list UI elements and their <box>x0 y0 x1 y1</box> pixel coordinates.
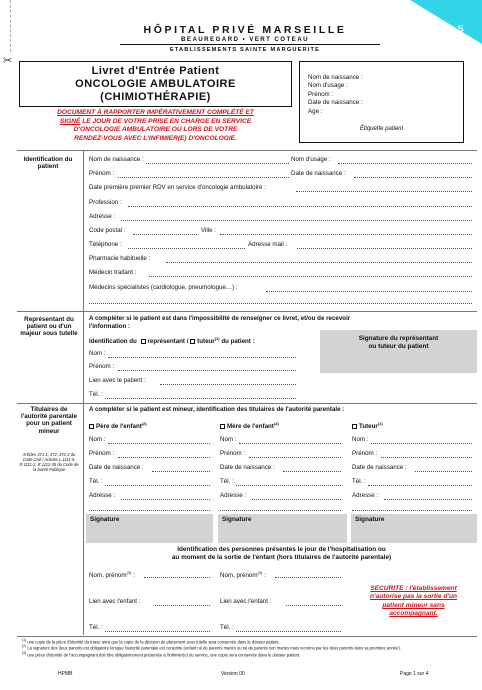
input-pere-date-naissance[interactable] <box>152 471 210 472</box>
mere-footnote-marker: (2) <box>273 421 279 426</box>
input-nom-naissance[interactable] <box>146 163 289 164</box>
input-profession[interactable] <box>128 206 472 207</box>
label-mere-date-naissance: Date de naissance : <box>220 464 275 471</box>
label-pere-tel: Tél. : <box>89 478 103 485</box>
input-tuteur-date-naissance[interactable] <box>415 471 472 472</box>
label-present1-nom-prenom <box>89 571 135 579</box>
warning-line-3: D'ONCOLOGIE AMBULATOIRE OU LORS DE VOTRE <box>73 126 238 134</box>
titulaires-articles-ref: Articles 371-1, 372, 372-2 du Code Civil / Articles L.1111-5, R.1111-2, R.1112-35 du Code de la Santé Publique <box>19 452 79 473</box>
input-tuteur-adresse[interactable] <box>384 499 472 500</box>
label-adresse: Adresse : <box>89 213 116 220</box>
signature-representant-line-1: Signature du représentant <box>358 335 439 342</box>
label-mere-prenom: Prénom : <box>220 450 246 457</box>
input-pere-tel[interactable] <box>105 485 210 486</box>
input-pere-nom[interactable] <box>108 443 210 444</box>
footnotes-divider <box>17 636 477 637</box>
representant-ident-prefix: Identification du <box>89 338 137 346</box>
present2-colon: : <box>262 572 266 580</box>
signature-representant-label <box>320 335 477 352</box>
footnote-3 <box>22 651 474 657</box>
input-adresse-mail[interactable] <box>297 248 472 249</box>
title-line-1: Livret d'Entrée Patient <box>91 65 220 77</box>
footer-left: HPMB <box>58 671 73 677</box>
label-tuteur-adresse: Adresse : <box>352 492 379 499</box>
label-present2-lien: Lien avec l'enfant : <box>220 598 272 605</box>
label-field-prenom: Prénom : <box>308 90 334 98</box>
label-rep-nom: Nom : <box>89 350 106 357</box>
input-mere-adresse-line-2[interactable] <box>220 510 341 511</box>
column-heading-mere <box>220 422 279 430</box>
signature-mere-label: Signature <box>222 516 252 523</box>
signature-representant-line-2: ou tuteur du patient <box>368 343 429 351</box>
presentes-title <box>86 546 477 563</box>
tuteur-option-label: tuteur <box>197 338 215 346</box>
input-present1-lien[interactable] <box>155 605 210 606</box>
warning-notice <box>19 109 292 143</box>
input-date-naissance[interactable] <box>354 177 472 178</box>
input-pharmacie[interactable] <box>166 262 472 263</box>
footnote-1-marker: (1) <box>22 638 27 642</box>
input-pere-adresse-line-2[interactable] <box>89 510 210 511</box>
input-present2-nom-prenom[interactable] <box>275 577 341 578</box>
input-tuteur-tel[interactable] <box>368 485 472 486</box>
titulaire-tuteur-heading-label: Tuteur <box>359 423 378 431</box>
footnote-2-marker: (2) <box>22 644 27 649</box>
hospital-subtitle-sites: BEAUREGARD • VERT COTEAU <box>181 36 309 43</box>
label-pere-nom: Nom : <box>89 436 106 443</box>
representant-identification-line <box>89 337 255 345</box>
page-badge-number: 5 <box>458 24 464 35</box>
input-date-rdv[interactable] <box>296 191 472 192</box>
label-tuteur-date-naissance: Date de naissance : <box>352 464 407 471</box>
present1-nom-prenom-text: Nom, prénom <box>89 572 127 580</box>
section-divider-identification <box>17 150 477 151</box>
representant-intro-line-1: A compléter si le patient est dans l'impossibilité de renseigner ce livret, et/ou de recevoir <box>89 315 351 322</box>
hospital-subtitle-group: ETABLISSEMENTS SAINTE MARGUERITE <box>169 47 321 53</box>
warning-line-1: DOCUMENT À RAPPORTER IMPÉRATIVEMENT COMPLÉTÉ ET <box>57 109 254 116</box>
label-ville: Ville : <box>201 227 217 234</box>
footnote-3-marker: (3) <box>22 650 27 655</box>
label-field-date-naissance: Date de naissance : <box>308 99 363 107</box>
label-nom-naissance: Nom de naissance : <box>89 156 144 163</box>
input-medecins-specialistes[interactable] <box>266 291 472 292</box>
input-code-postal[interactable] <box>133 234 197 235</box>
securite-line-4: accompagnant. <box>389 610 438 618</box>
label-rep-prenom: Prénom : <box>89 363 115 370</box>
label-present2-nom-prenom <box>220 571 266 579</box>
checkbox-pere[interactable] <box>89 424 94 429</box>
column-heading-pere <box>89 422 147 430</box>
label-present1-lien: Lien avec l'enfant : <box>89 598 141 605</box>
warning-line-2 <box>19 118 292 127</box>
label-rep-lien: Lien avec le patient : <box>89 377 146 384</box>
input-rep-lien[interactable] <box>160 384 296 385</box>
label-present2-tel: Tél. : <box>220 624 234 631</box>
label-date-naissance: Date de naissance : <box>291 170 346 177</box>
label-medecins-specialistes: Médecins spécialistes (cardiologue, pneumologue…) : <box>89 284 238 291</box>
header-divider <box>120 44 380 45</box>
input-present1-tel[interactable] <box>105 631 210 632</box>
mere-heading-label: Mère de l'enfant <box>227 423 274 431</box>
input-tuteur-adresse-line-2[interactable] <box>352 510 472 511</box>
input-mere-date-naissance[interactable] <box>283 471 341 472</box>
cut-line <box>10 0 11 52</box>
presentes-title-line-1: Identification des personnes présentes le jour de l'hospitalisation ou <box>177 546 386 553</box>
representant-intro-line-2: l'information : <box>89 323 130 330</box>
label-field-nom-naissance: Nom de naissance : <box>308 74 363 81</box>
patient-label-fields <box>308 74 363 116</box>
footer-center: Version 00 <box>221 671 245 677</box>
column-heading-tuteur <box>352 422 383 430</box>
patient-label-caption: Étiquette patient <box>359 126 404 132</box>
label-tuteur-prenom: Prénom : <box>352 450 378 457</box>
present1-colon: : <box>131 572 135 580</box>
representant-ident-suffix: du patient : <box>219 338 255 346</box>
titulaires-intro: A compléter si le patient est mineur, identification des titulaires de l'autorité parentale : <box>89 406 345 413</box>
label-profession: Profession : <box>89 199 122 206</box>
hospital-name: HÔPITAL PRIVÉ MARSEILLE <box>143 24 347 36</box>
input-rep-prenom[interactable] <box>118 370 296 371</box>
footer-right: Page 1 sur 4 <box>400 671 429 677</box>
checkbox-titulaire-tuteur[interactable] <box>352 424 357 429</box>
footnote-2-text: La signature des deux parents est obligatoire lorsque l'autorité parentale est conjointe (enfant né de parents mariés ou né de parents non mariés mais reconnu par les deux parents dans sa première année). <box>27 645 401 651</box>
present2-nom-prenom-text: Nom, prénom <box>220 572 258 580</box>
label-mere-adresse: Adresse : <box>220 492 247 499</box>
title-line-2: ONCOLOGIE AMBULATOIRE <box>75 78 236 90</box>
page-badge-corner <box>410 0 482 44</box>
securite-line-3: patient mineur sans <box>382 601 445 609</box>
input-medecins-specialistes-line-2[interactable] <box>89 303 472 304</box>
input-mere-tel[interactable] <box>236 485 341 486</box>
input-present2-tel[interactable] <box>236 631 341 632</box>
input-mere-nom[interactable] <box>239 443 341 444</box>
titulaire-tuteur-footnote-marker: (1) <box>377 421 383 426</box>
input-mere-prenom[interactable] <box>249 457 341 458</box>
input-rep-tel[interactable] <box>105 398 296 399</box>
footnote-1-text: une copie de la pièce d'identité du tuteur ainsi que la copie de la décision de placement sous tutelle sera conservée dans le dossier patient. <box>27 639 280 645</box>
label-tuteur-nom: Nom : <box>352 436 369 443</box>
checkbox-tuteur[interactable] <box>190 339 195 344</box>
section-divider-titulaires <box>17 403 477 404</box>
section-title-representant: Représentant du patient ou d'un majeur sous tutelle <box>20 316 78 338</box>
signature-pere-label: Signature <box>90 516 120 523</box>
section-divider-representant <box>17 311 477 312</box>
label-present1-tel: Tél. : <box>89 624 103 631</box>
pere-footnote-marker: (2) <box>141 421 147 426</box>
label-nom-usage: Nom d'usage : <box>291 156 331 163</box>
warning-line-4: RENDEZ-VOUS AVEC L'INFIMIER(E) D'ONCOLOGIE. <box>74 134 237 142</box>
signature-tuteur-label: Signature <box>355 516 385 523</box>
input-mere-adresse[interactable] <box>252 499 341 500</box>
input-telephone[interactable] <box>128 248 245 249</box>
label-medecin-traitant: Médecin traitant : <box>89 269 137 276</box>
label-tuteur-tel: Tél. : <box>352 478 366 485</box>
securite-line-1: SECURITE : l'établissement <box>370 585 457 592</box>
input-prenom[interactable] <box>118 177 289 178</box>
input-pere-prenom[interactable] <box>118 457 210 458</box>
warning-line-2-rest: LE JOUR DE VOTRE PRISE EN CHARGE EN SERVICE <box>80 117 252 125</box>
input-present2-lien[interactable] <box>286 605 341 606</box>
input-medecin-traitant[interactable] <box>149 276 472 277</box>
checkbox-representant[interactable] <box>141 339 146 344</box>
securite-notice <box>350 585 477 619</box>
section-title-identification: Identification du patient <box>23 156 73 171</box>
pere-heading-label: Père de l'enfant <box>96 423 142 431</box>
representant-option-label: représentant / <box>147 338 189 346</box>
label-field-nom-usage: Nom d'usage : <box>308 82 348 90</box>
label-telephone: Téléphone : <box>89 241 122 248</box>
label-mere-nom: Nom : <box>220 436 237 443</box>
label-pere-date-naissance: Date de naissance : <box>89 464 144 471</box>
input-rep-nom[interactable] <box>108 357 296 358</box>
label-pharmacie: Pharmacie habituelle : <box>89 255 151 262</box>
securite-line-2: n'autorise pas la sortie d'un <box>369 593 458 601</box>
label-prenom: Prénom : <box>89 170 115 177</box>
input-present1-nom-prenom[interactable] <box>144 577 210 578</box>
label-code-postal: Code postal : <box>89 227 126 234</box>
label-rep-tel: Tél. : <box>89 391 103 398</box>
input-tuteur-nom[interactable] <box>371 443 472 444</box>
present1-footnote-marker: (3) <box>126 570 132 575</box>
section-title-titulaires: Titulaires de l'autorité parentale pour un patient mineur <box>20 406 78 435</box>
title-line-3: (CHIMIOTHÉRAPIE) <box>100 91 211 103</box>
presentes-title-line-2: au moment de la sortie de l'enfant (hors titulaires de l'autorité parentale) <box>171 554 392 562</box>
input-tuteur-prenom[interactable] <box>381 457 472 458</box>
label-pere-adresse: Adresse : <box>89 492 116 499</box>
input-ville[interactable] <box>220 234 472 235</box>
footnote-3-text: une pièce d'identité de l'accompagnant doit être obligatoirement présentée à l'infirmier(e) du service, une copie sera conservée dans le dossier patient. <box>27 652 301 658</box>
input-nom-usage[interactable] <box>338 163 472 164</box>
label-adresse-mail: Adresse mail : <box>248 241 288 248</box>
warning-signe: SIGNÉ <box>59 117 81 125</box>
scissors-icon: ✂ <box>3 55 13 67</box>
label-date-rdv: Date première premier RDV en service d'oncologie ambulatoire : <box>89 184 266 191</box>
footnotes <box>22 638 474 657</box>
tuteur-footnote-marker: (1) <box>214 336 220 341</box>
label-pere-prenom: Prénom : <box>89 450 115 457</box>
present2-footnote-marker: (3) <box>257 570 263 575</box>
left-column-divider <box>83 150 84 635</box>
checkbox-mere[interactable] <box>220 424 225 429</box>
label-field-age: Age : <box>308 107 323 115</box>
input-adresse[interactable] <box>121 220 472 221</box>
label-mere-tel: Tél. : <box>220 478 234 485</box>
input-pere-adresse[interactable] <box>121 499 210 500</box>
